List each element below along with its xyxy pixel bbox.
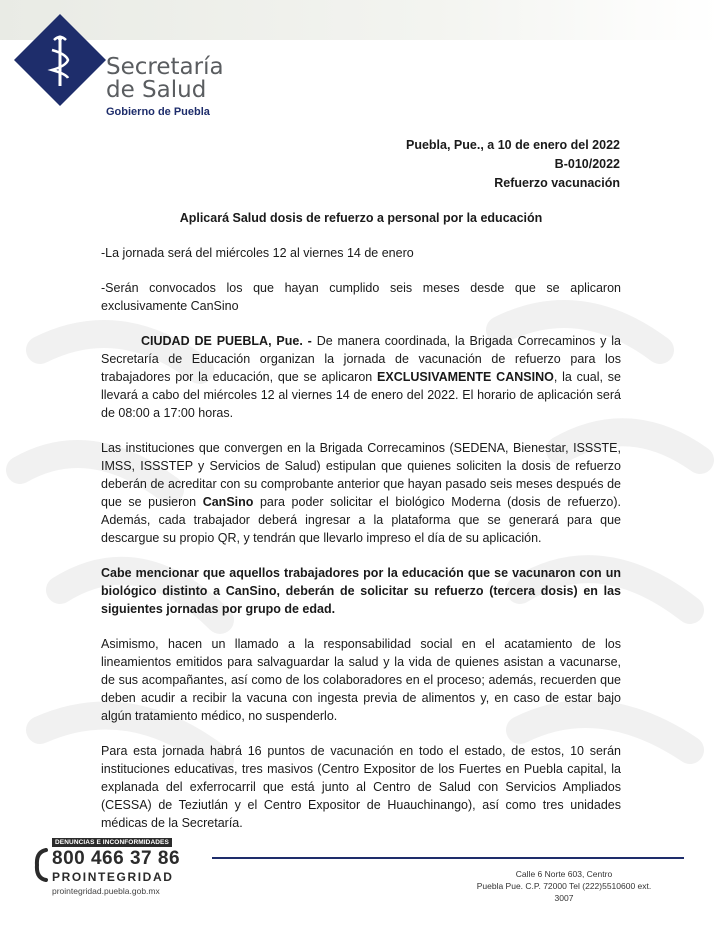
prointegridad-url[interactable]: prointegridad.puebla.gob.mx [52,886,160,896]
address-line2: Puebla Pue. C.P. 72000 Tel (222)5510600 ext. [476,881,652,891]
paragraph-institutions-text-b: para poder solicitar el biológico Moderna (dosis de refuerzo). Además, cada trabajador deberá ingresar a la plataforma que se generará para que descargue su propio QR, y tendrán que llevarlo impreso el día de su aplicación. [101,495,621,545]
org-name [106,56,224,102]
paragraph-institutions-text-a: Las instituciones que convergen en la Brigada Correcaminos (SEDENA, Bienestar, ISSSTE, IMSS, ISSSTEP y Servicios de Salud) estipulan que quienes soliciten la dosis de refuerzo deberán de acreditar con su comprobante anterior que hayan pasado seis meses después de que se pusieron [101,441,621,509]
phone-icon [34,848,50,882]
address-line1: Calle 6 Norte 603, Centro [515,869,613,879]
emphasis-cansino-name: CanSino [202,495,254,509]
paragraph-intro-text-b: , la cual, se llevará a cabo del miércoles 12 al viernes 14 de enero del 2022. El horario de aplicación será de 08:00 a 17:00 horas. [101,370,621,420]
government-name: Gobierno de Puebla [106,106,210,118]
bullet-dates: -La jornada será del miércoles 12 al viernes 14 de enero [101,246,414,260]
org-name-line2: de Salud [106,77,207,103]
caduceus-icon [14,14,106,106]
bulletin-subject: Refuerzo vacunación [494,176,620,190]
paragraph-intro-text-a: De manera coordinada, la Brigada Correcaminos y la Secretaría de Educación organizan la jornada de vacunación de refuerzo para los trabajadores por la educación, que se aplicaron [101,334,621,384]
headline: Aplicará Salud dosis de refuerzo a personal por la educación [179,211,543,225]
press-release-body [101,209,621,849]
emphasis-cansino: EXCLUSIVAMENTE CANSINO [377,370,554,384]
office-address [454,868,674,904]
paragraph-intro [101,332,621,422]
bulletin-id: B-010/2022 [554,157,620,171]
org-name-line1: Secretaría [106,54,224,80]
footer-divider [212,857,684,859]
bullet-eligibility: -Serán convocados los que hayan cumplido seis meses desde que se aplicaron exclusivamente CanSino [101,281,621,313]
paragraph-responsibility: Asimismo, hacen un llamado a la responsabilidad social en el acatamiento de los lineamientos emitidos para salvaguardar la salud y la vida de quienes asistan a vacunarse, de sus acompañantes, así como de los colaboradores en el proceso; además, recuerden que deben acudir a recibir la vacuna con ingesta previa de alimentos y, en caso de estar bajo algún tratamiento médico, no suspenderlo. [101,637,621,723]
bulletin-meta [406,136,620,193]
prointegridad-logo [34,838,194,900]
complaints-phone: 800 466 37 86 [52,848,181,869]
complaints-label: DENUNCIAS E INCONFORMIDADES [52,838,172,847]
address-line3: 3007 [554,893,574,903]
header-band [0,0,720,40]
dateline: CIUDAD DE PUEBLA, Pue. - [141,334,312,348]
paragraph-other-vaccines: Cabe mencionar que aquellos trabajadores por la educación que se vacunaron con un biológico distinto a CanSino, deberán de solicitar su refuerzo (tercera dosis) en las siguientes jornadas por grupo de edad. [101,566,621,616]
prointegridad-brand: PROINTEGRIDAD [52,870,174,884]
place-date: Puebla, Pue., a 10 de enero del 2022 [406,138,620,152]
paragraph-vaccination-points: Para esta jornada habrá 16 puntos de vacunación en todo el estado, de estos, 10 serán instituciones educativas, tres masivos (Centro Expositor de los Fuertes en Puebla capital, la explanada del exferrocarril que está junto al Centro de Salud con Servicios Ampliados (CESSA) de Teziutlán y el Centro Expositor de Huauchinango), así como tres unidades médicas de la Secretaría. [101,744,621,830]
paragraph-institutions [101,439,621,547]
